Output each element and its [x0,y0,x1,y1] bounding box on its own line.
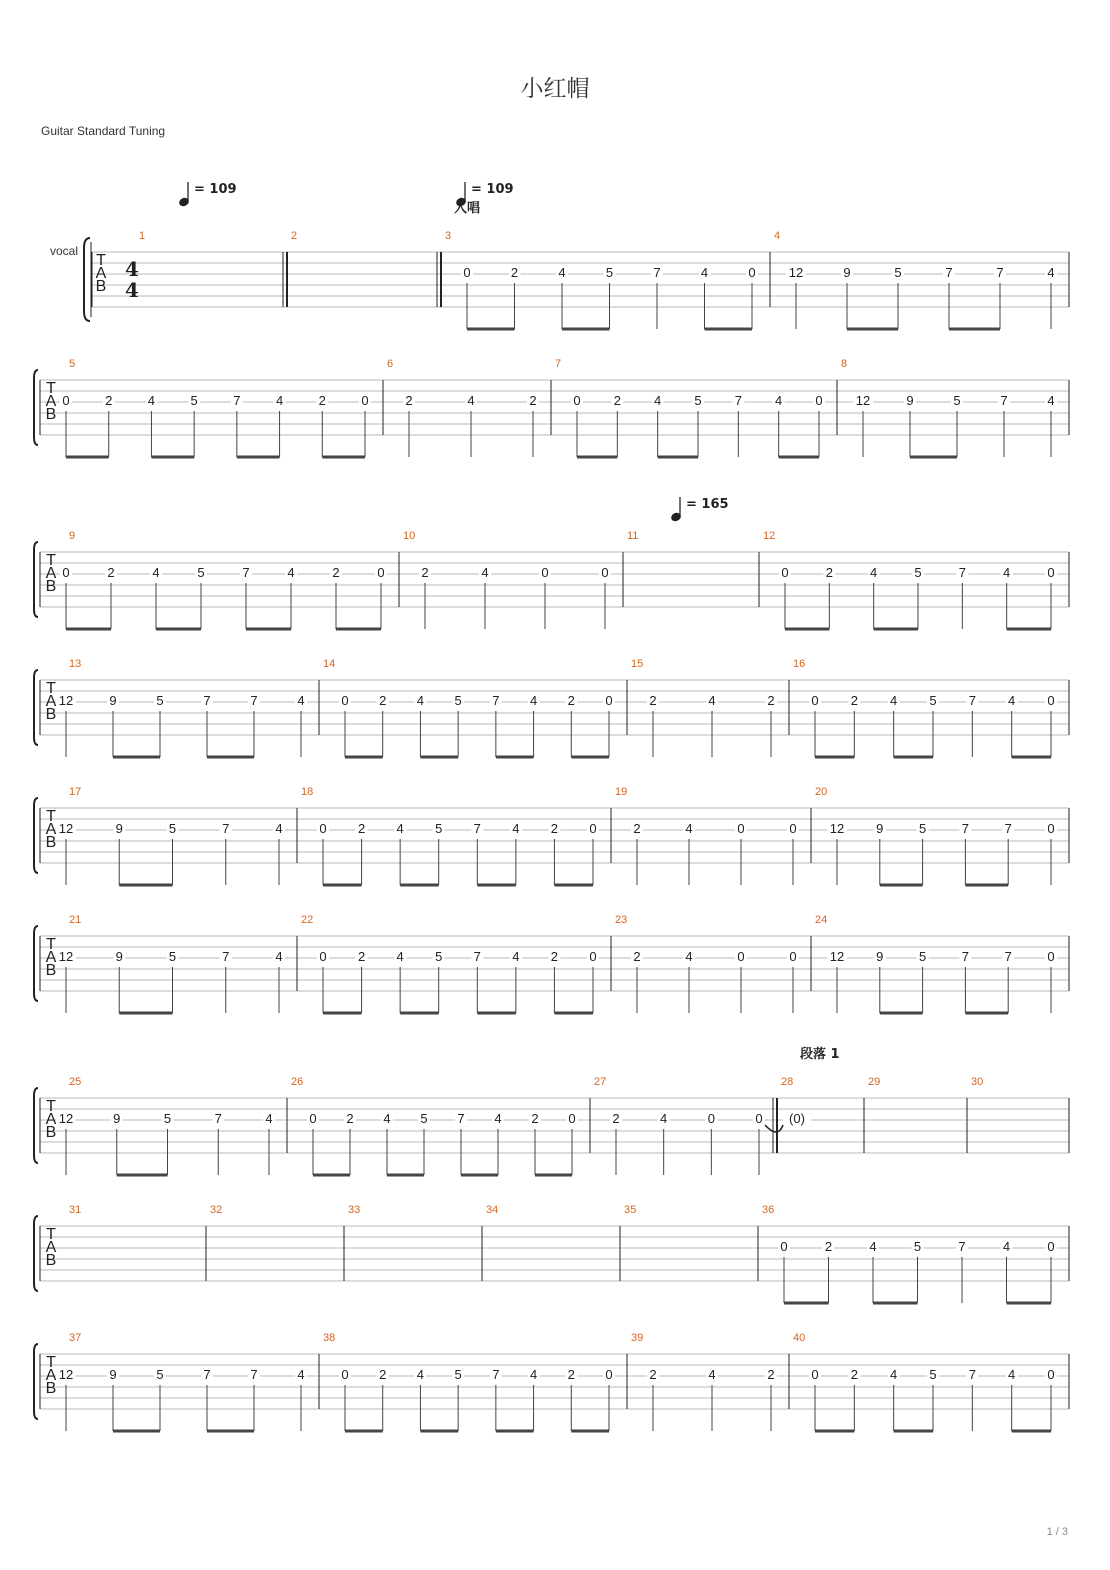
score-title: 小红帽 [520,76,590,102]
fret-number: 2 [633,821,641,836]
tab-clef-letter: B [45,578,57,595]
measure-number: 30 [971,1076,984,1088]
fret-number: 5 [929,693,937,708]
system-bracket [34,370,38,445]
fret-number: 4 [297,1367,305,1382]
fret-number: 4 [481,565,489,580]
fret-number: 4 [467,393,475,408]
measure-number: 7 [555,358,562,370]
fret-number: 7 [945,265,953,280]
measure-number: 32 [210,1204,223,1216]
tempo-marking: = 109 [194,182,237,197]
measure-number: 15 [631,658,644,670]
fret-number: 2 [567,693,575,708]
fret-number: 5 [918,821,927,836]
quarter-note-icon [178,182,190,208]
fret-number: 12 [58,1111,74,1126]
fret-number: 0 [1047,693,1055,708]
measure-number: 36 [762,1204,775,1216]
fret-number: 7 [961,821,970,836]
fret-number: 0 [62,393,70,408]
fret-number: 5 [894,265,902,280]
measure-number: 19 [615,786,628,798]
fret-number: 0 [589,949,597,964]
instrument-label: vocal [50,244,79,258]
fret-number: 7 [203,693,211,708]
staff-system [34,658,1069,757]
measure-number: 27 [594,1076,607,1088]
fret-number: 4 [287,565,295,580]
tab-clef-letter: B [45,406,57,423]
fret-number: 12 [58,1367,74,1382]
fret-number: 7 [996,265,1004,280]
fret-number: 5 [929,1367,937,1382]
staff-system [50,230,1069,329]
tab-clef-letter: B [45,1124,57,1141]
fret-number: 2 [649,693,657,708]
fret-number: 2 [379,1367,387,1382]
system-bracket [34,1216,38,1291]
system-bracket [84,238,90,321]
measure-number: 10 [403,530,416,542]
tuning-label: Guitar Standard Tuning [41,124,166,138]
fret-number: 0 [309,1111,317,1126]
fret-number: 12 [855,393,871,408]
fret-number: 9 [113,1111,121,1126]
staff-system [34,1332,1069,1431]
tab-clef-letter: T [46,380,56,397]
measure-number: 5 [69,358,76,370]
measure-number: 20 [815,786,828,798]
fret-number: 7 [473,821,481,836]
fret-number: 4 [1002,1239,1011,1254]
tab-clef-letter: B [45,1252,57,1269]
staff-system [34,358,1069,457]
fret-number: 12 [58,949,74,964]
tab-clef-letter: A [45,1111,57,1128]
tab-clef-letter: T [46,552,56,569]
fret-number: 0 [815,393,823,408]
measure-number: 13 [69,658,82,670]
fret-number: 5 [913,1239,922,1254]
fret-number: 7 [250,693,258,708]
fret-number: 9 [115,821,123,836]
fret-number: 0 [737,821,745,836]
measure-number: 25 [69,1076,82,1088]
fret-number: 0 [463,265,471,280]
fret-number: 4 [529,1367,538,1382]
fret-number: 2 [550,821,559,836]
fret-number: 7 [961,949,970,964]
fret-number: 2 [405,393,413,408]
measure-number: 37 [69,1332,82,1344]
fret-number: 7 [250,1367,258,1382]
measure-number: 40 [793,1332,806,1344]
fret-number: 2 [105,393,113,408]
fret-number: 2 [529,393,537,408]
fret-number: 4 [654,393,662,408]
fret-number: 5 [605,265,614,280]
fret-number: 0 [319,949,327,964]
fret-number: 0 [789,949,797,964]
fret-number: 7 [734,393,742,408]
fret-number: 9 [109,1367,117,1382]
fret-number: 4 [708,693,716,708]
fret-number: 7 [457,1111,465,1126]
fret-number: 9 [115,949,123,964]
fret-number: 9 [906,393,914,408]
measure-number: 12 [763,530,776,542]
measure-number: 4 [774,230,781,242]
measure-number: 38 [323,1332,336,1344]
fret-number: 2 [567,1367,575,1382]
fret-number: 2 [421,565,429,580]
fret-number: 5 [156,693,164,708]
fret-number: 5 [435,949,443,964]
measure-number: 31 [69,1204,82,1216]
tab-clef-letter: T [46,1226,56,1243]
tab-clef-letter: B [45,706,57,723]
tab-clef-letter: A [45,1367,57,1384]
fret-number: 2 [510,265,519,280]
fret-number: 2 [824,1239,833,1254]
measure-number: 14 [323,658,336,670]
fret-number: 0 [319,821,327,836]
fret-number: 4 [512,821,520,836]
fret-number: 0 [605,1367,613,1382]
fret-number: 5 [694,393,702,408]
fret-number: 2 [357,949,366,964]
fret-number: 4 [265,1111,273,1126]
time-signature-bottom: 4 [125,278,139,302]
fret-number: 2 [357,821,366,836]
fret-number: 4 [152,565,160,580]
fret-number: 12 [829,949,845,964]
fret-number: 4 [890,1367,898,1382]
staff-system [34,914,1069,1013]
fret-number: 5 [163,1111,172,1126]
measure-number: 9 [69,530,76,542]
fret-number: 7 [653,265,661,280]
system-bracket [34,926,38,1001]
fret-number: 4 [558,265,566,280]
fret-number: 4 [660,1111,668,1126]
fret-number: 4 [775,393,783,408]
fret-number: 7 [222,821,230,836]
fret-number: 0 [601,565,609,580]
fret-number: 4 [685,949,693,964]
fret-number: 5 [190,393,198,408]
measure-number: 8 [841,358,848,370]
tab-clef-letter: B [45,1380,57,1397]
fret-number: 2 [379,693,387,708]
staff-system [34,1204,1069,1303]
fret-number: 4 [396,949,404,964]
fret-number: 5 [454,1367,462,1382]
fret-number: 9 [876,821,884,836]
fret-number: (0) [789,1111,805,1126]
system-bracket [34,798,38,873]
fret-number: 0 [1047,565,1055,580]
system-bracket [34,542,38,617]
fret-number: 4 [685,821,693,836]
fret-number: 2 [107,565,115,580]
fret-number: 0 [377,565,385,580]
fret-number: 4 [275,393,284,408]
system-bracket [34,1088,38,1163]
fret-number: 2 [531,1111,539,1126]
measure-number: 22 [301,914,314,926]
fret-number: 2 [613,393,621,408]
fret-number: 7 [203,1367,211,1382]
tempo-marking: = 109 [471,182,514,197]
staff-system [34,1076,1069,1175]
fret-number: 2 [767,693,775,708]
fret-number: 0 [341,693,349,708]
fret-number: 9 [876,949,884,964]
fret-number: 0 [341,1367,349,1382]
fret-number: 5 [914,565,922,580]
tab-clef-letter: T [46,1354,56,1371]
measure-number: 28 [781,1076,794,1088]
measure-number: 29 [868,1076,881,1088]
tab-clef-letter: B [45,834,57,851]
measure-number: 33 [348,1204,361,1216]
fret-number: 4 [494,1111,502,1126]
fret-number: 5 [918,949,927,964]
fret-number: 7 [233,393,241,408]
fret-number: 5 [197,565,205,580]
time-signature-top: 4 [125,257,139,281]
measure-number: 23 [615,914,628,926]
fret-number: 12 [58,821,74,836]
system-bracket [34,1344,38,1419]
measure-number: 21 [69,914,82,926]
tab-clef-letter: A [95,265,107,282]
fret-number: 7 [492,1367,500,1382]
fret-number: 5 [953,393,961,408]
system-bracket [34,670,38,745]
fret-number: 2 [612,1111,620,1126]
fret-number: 0 [605,693,613,708]
fret-number: 7 [968,1367,976,1382]
fret-number: 4 [1047,265,1055,280]
fret-number: 7 [473,949,481,964]
fret-number: 2 [850,693,858,708]
fret-number: 4 [416,1367,425,1382]
tab-clef-letter: T [96,252,106,269]
fret-number: 4 [1047,393,1055,408]
fret-number: 0 [811,693,819,708]
fret-number: 0 [62,565,70,580]
fret-number: 7 [1000,393,1008,408]
fret-number: 7 [1004,821,1012,836]
tempo-marking: = 165 [686,497,729,512]
fret-number: 0 [568,1111,576,1126]
fret-number: 2 [633,949,641,964]
fret-number: 0 [781,565,789,580]
measure-number: 11 [627,530,639,542]
fret-number: 5 [435,821,443,836]
measure-number: 1 [139,230,146,242]
fret-number: 4 [700,265,709,280]
fret-number: 0 [361,393,369,408]
fret-number: 4 [870,565,878,580]
fret-number: 9 [843,265,851,280]
fret-number: 0 [737,949,745,964]
tab-clef-letter: A [45,949,57,966]
fret-number: 0 [573,393,581,408]
tab-clef-letter: T [46,1098,56,1115]
fret-number: 4 [416,693,425,708]
measure-number: 17 [69,786,82,798]
quarter-note-icon [670,497,682,523]
fret-number: 7 [222,949,230,964]
fret-number: 4 [529,693,538,708]
fret-number: 4 [275,949,283,964]
tab-clef-letter: B [45,962,57,979]
fret-number: 0 [589,821,597,836]
fret-number: 7 [958,565,966,580]
fret-number: 5 [168,949,177,964]
measure-number: 39 [631,1332,644,1344]
page-number: 1 / 3 [1046,1526,1068,1538]
fret-number: 0 [1047,821,1055,836]
fret-number: 2 [825,565,833,580]
measure-number: 24 [815,914,828,926]
fret-number: 0 [789,821,797,836]
fret-number: 5 [168,821,177,836]
fret-number: 12 [829,821,845,836]
fret-number: 7 [958,1239,966,1254]
fret-number: 2 [649,1367,657,1382]
measure-number: 2 [291,230,298,242]
fret-number: 4 [708,1367,716,1382]
measure-number: 18 [301,786,314,798]
fret-number: 4 [383,1111,391,1126]
measure-number: 35 [624,1204,637,1216]
fret-number: 4 [275,821,283,836]
tab-clef-letter: A [45,1239,57,1256]
fret-number: 7 [968,693,976,708]
fret-number: 0 [707,1111,715,1126]
section-marking: 入唱 [454,201,481,216]
fret-number: 9 [109,693,117,708]
fret-number: 12 [58,693,74,708]
fret-number: 4 [1008,693,1016,708]
fret-number: 4 [297,693,305,708]
tab-clef-letter: A [45,565,57,582]
fret-number: 0 [1047,949,1055,964]
measure-number: 6 [387,358,394,370]
staff-system [34,786,1069,885]
measure-number: 16 [793,658,806,670]
measure-number: 26 [291,1076,304,1088]
tab-clef-letter: T [46,808,56,825]
tab-clef-letter: T [46,680,56,697]
fret-number: 4 [1003,565,1011,580]
fret-number: 2 [332,565,340,580]
fret-number: 2 [767,1367,775,1382]
fret-number: 5 [420,1111,428,1126]
tab-clef-letter: B [95,278,107,295]
fret-number: 5 [156,1367,164,1382]
fret-number: 4 [869,1239,877,1254]
fret-number: 0 [1047,1367,1055,1382]
measure-number: 34 [486,1204,499,1216]
fret-number: 0 [811,1367,819,1382]
fret-number: 2 [346,1111,354,1126]
fret-number: 7 [1004,949,1012,964]
tab-clef-letter: A [45,393,57,410]
tab-clef-letter: T [46,936,56,953]
fret-number: 4 [1008,1367,1016,1382]
fret-number: 4 [890,693,898,708]
section-marking: 段落 1 [800,1047,840,1062]
staff-system [34,530,1069,629]
tab-clef-letter: A [45,821,57,838]
fret-number: 4 [147,393,156,408]
fret-number: 4 [396,821,404,836]
fret-number: 7 [492,693,500,708]
fret-number: 0 [748,265,756,280]
fret-number: 7 [214,1111,222,1126]
tab-clef-letter: A [45,693,57,710]
fret-number: 2 [850,1367,858,1382]
fret-number: 0 [755,1111,763,1126]
measure-number: 3 [445,230,452,242]
fret-number: 0 [780,1239,788,1254]
fret-number: 2 [318,393,326,408]
fret-number: 12 [788,265,804,280]
fret-number: 5 [454,693,462,708]
fret-number: 2 [550,949,559,964]
fret-number: 7 [242,565,250,580]
fret-number: 0 [1047,1239,1055,1254]
fret-number: 0 [541,565,549,580]
fret-number: 4 [512,949,520,964]
